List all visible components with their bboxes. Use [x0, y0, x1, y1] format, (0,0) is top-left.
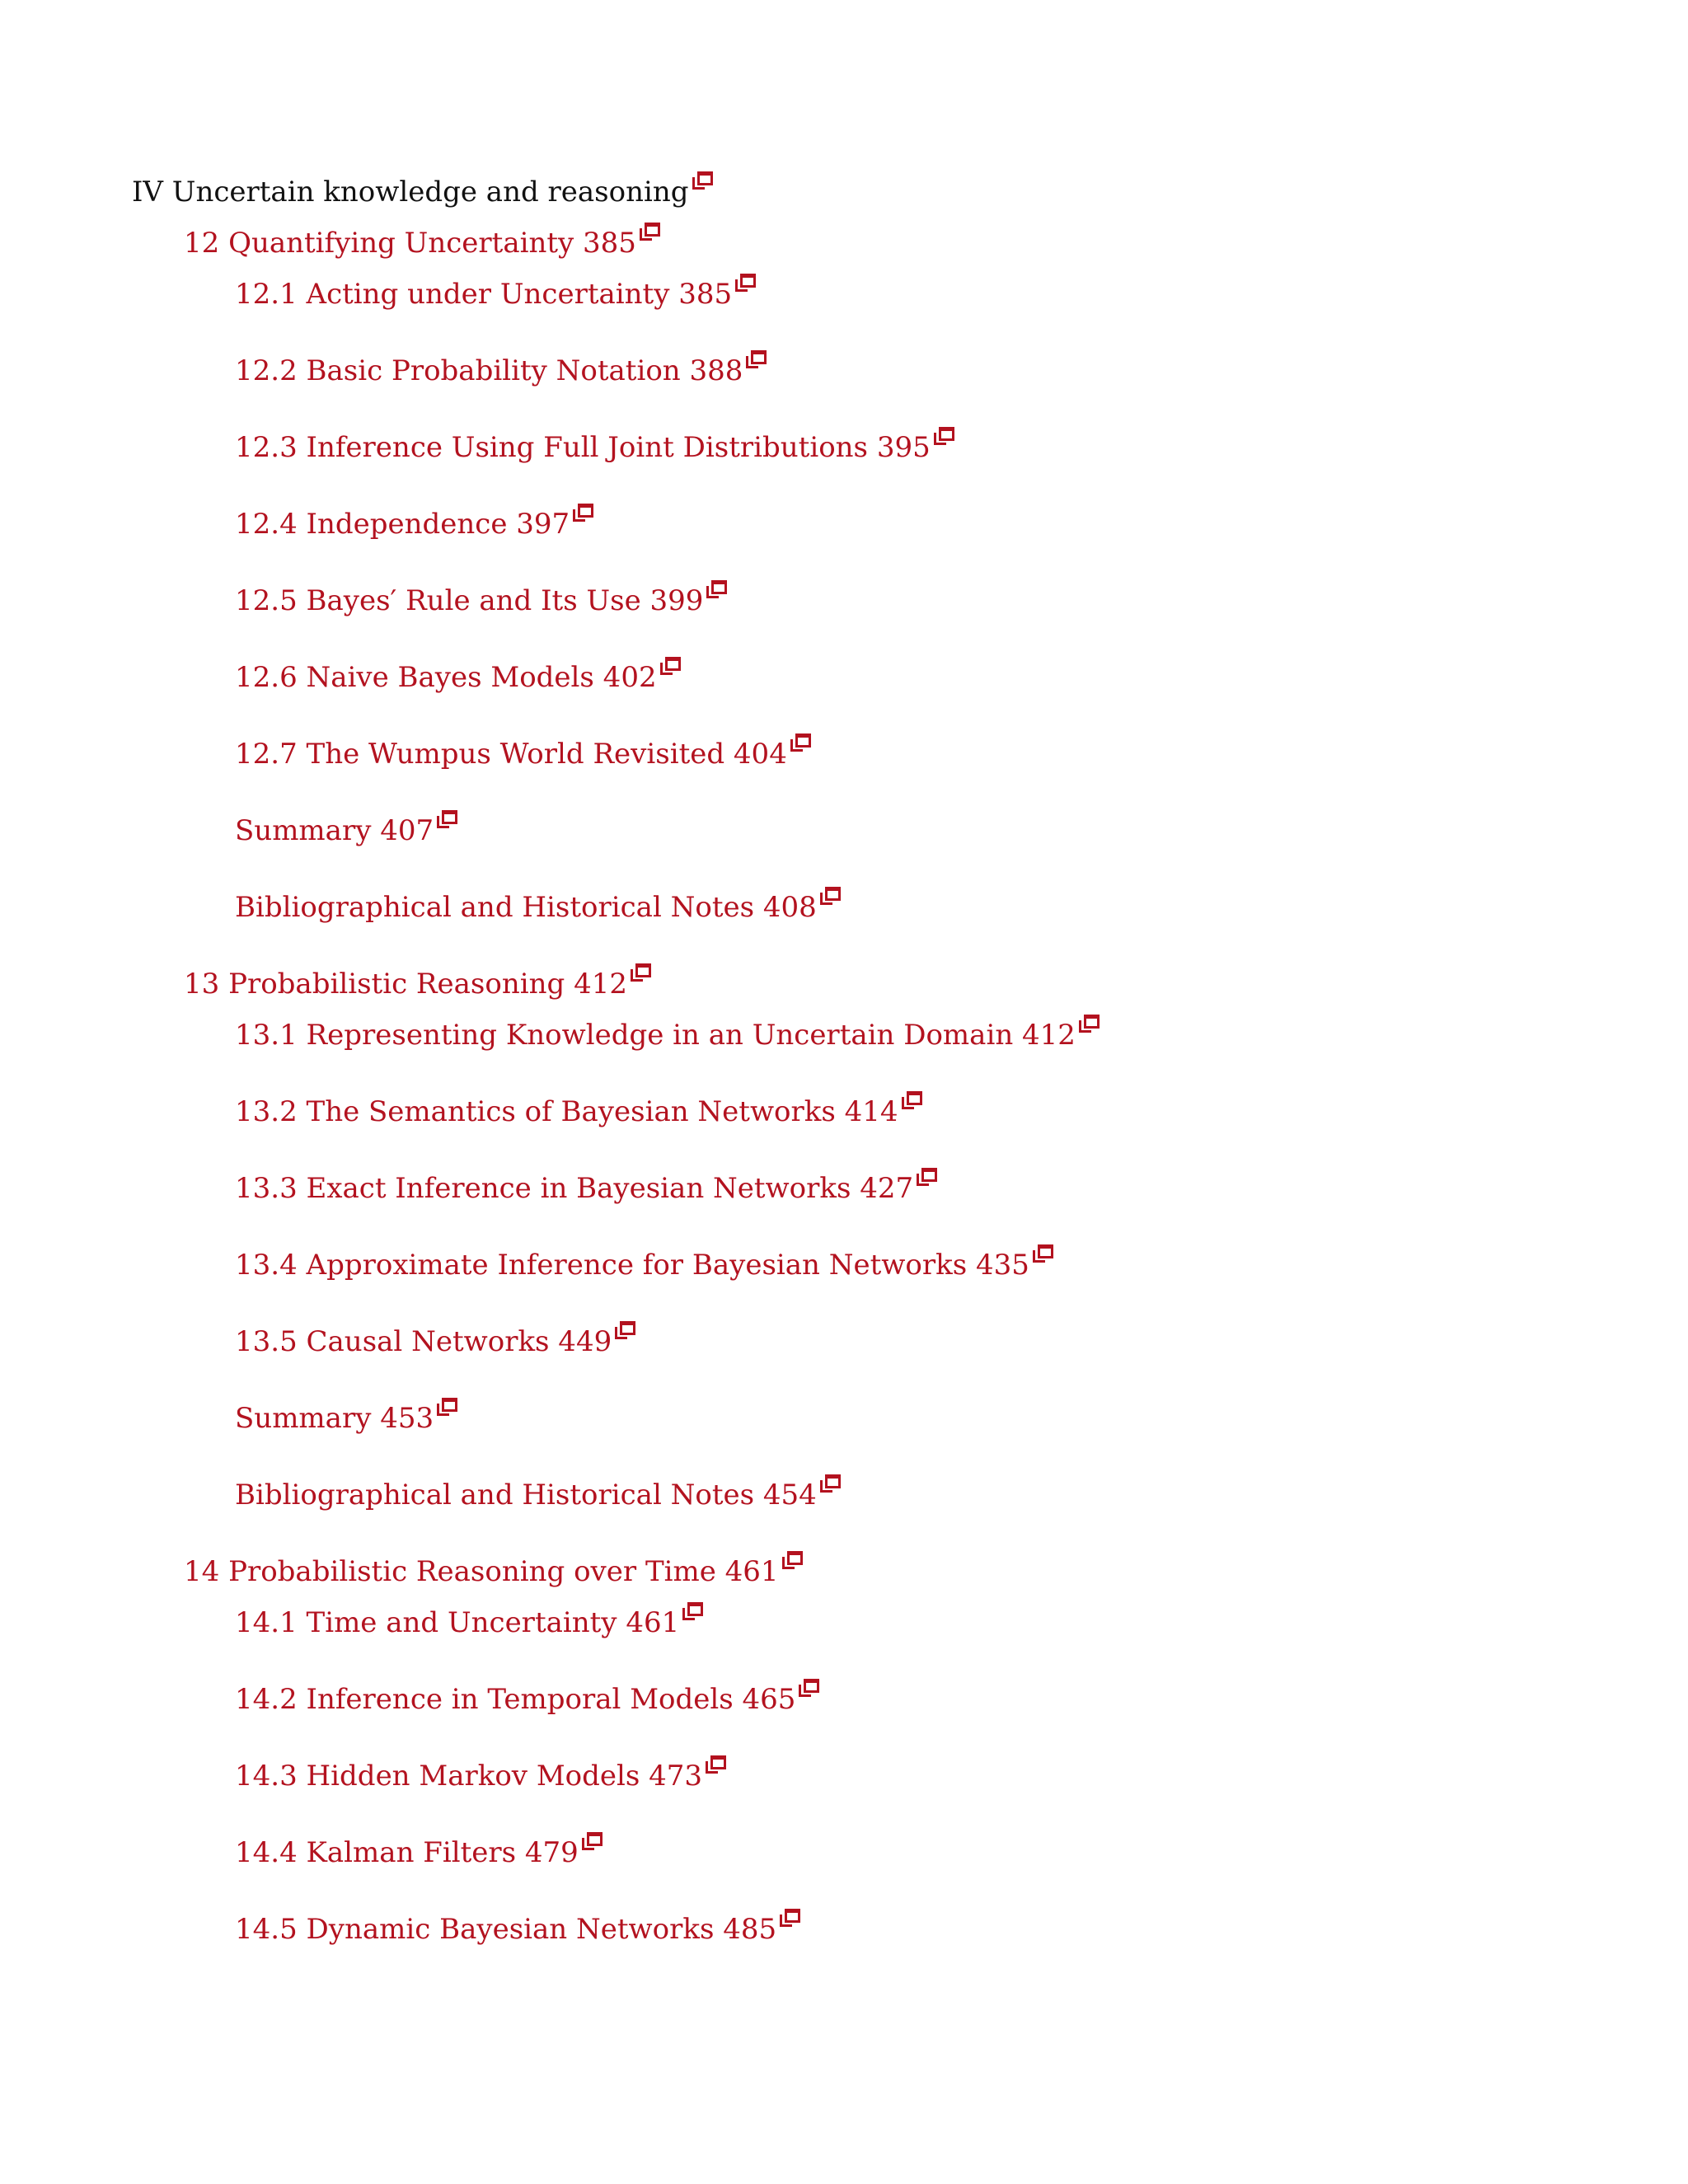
toc-section-14-1[interactable]	[235, 1602, 704, 1639]
toc-chapter-label: 12 Quantifying Uncertainty 385	[184, 227, 636, 260]
toc-section-12-2[interactable]	[235, 350, 767, 387]
external-link-icon[interactable]	[437, 810, 458, 832]
toc-section-label: 13.4 Approximate Inference for Bayesian Networks 435	[235, 1249, 1029, 1282]
toc-section-label: 14.5 Dynamic Bayesian Networks 485	[235, 1913, 777, 1946]
external-link-icon[interactable]	[640, 223, 661, 244]
toc-section-label: 12.4 Independence 397	[235, 508, 570, 541]
external-link-icon[interactable]	[582, 1832, 603, 1854]
toc-section-12-notes[interactable]	[235, 887, 842, 924]
toc-section-14-3[interactable]	[235, 1755, 727, 1793]
toc-section-label: 12.5 Bayes′ Rule and Its Use 399	[235, 584, 704, 617]
toc-section-label: Bibliographical and Historical Notes 454	[235, 1479, 817, 1511]
external-link-icon[interactable]	[917, 1168, 938, 1189]
toc-section-label: 12.6 Naive Bayes Models 402	[235, 661, 657, 694]
external-link-icon[interactable]	[615, 1321, 636, 1343]
external-link-icon[interactable]	[934, 427, 955, 448]
external-link-icon[interactable]	[902, 1091, 923, 1113]
toc-section-12-3[interactable]	[235, 427, 955, 464]
toc-section-13-1[interactable]	[235, 1015, 1100, 1052]
toc-section-label: 14.3 Hidden Markov Models 473	[235, 1760, 703, 1793]
toc-chapter-12[interactable]	[184, 223, 661, 260]
external-link-icon[interactable]	[631, 963, 652, 985]
toc-chapter-14[interactable]	[184, 1551, 804, 1588]
toc-chapter-label: 14 Probabilistic Reasoning over Time 461	[184, 1555, 779, 1588]
external-link-icon[interactable]	[735, 274, 757, 295]
toc-section-label: Bibliographical and Historical Notes 408	[235, 891, 817, 924]
toc-section-label: 12.1 Acting under Uncertainty 385	[235, 278, 733, 311]
toc-section-label: Summary 407	[235, 814, 434, 847]
toc-section-label: 12.3 Inference Using Full Joint Distributions 395	[235, 431, 931, 464]
toc-section-label: 14.2 Inference in Temporal Models 465	[235, 1683, 796, 1716]
toc-section-label: 14.4 Kalman Filters 479	[235, 1836, 579, 1869]
toc-section-13-3[interactable]	[235, 1168, 938, 1205]
toc-section-13-4[interactable]	[235, 1244, 1054, 1282]
toc-section-12-7[interactable]	[235, 733, 812, 771]
toc-part-iv[interactable]	[132, 171, 714, 209]
toc-section-12-4[interactable]	[235, 504, 594, 541]
toc-section-label: 14.1 Time and Uncertainty 461	[235, 1606, 680, 1639]
toc-section-label: 13.1 Representing Knowledge in an Uncertain Domain 412	[235, 1019, 1076, 1052]
external-link-icon[interactable]	[706, 1755, 727, 1777]
toc-section-13-summary[interactable]	[235, 1398, 458, 1435]
external-link-icon[interactable]	[782, 1551, 804, 1572]
external-link-icon[interactable]	[780, 1909, 801, 1930]
toc-section-label: 13.2 The Semantics of Bayesian Networks 414	[235, 1095, 898, 1128]
toc-section-13-notes[interactable]	[235, 1474, 842, 1511]
external-link-icon[interactable]	[799, 1679, 820, 1700]
toc-section-14-4[interactable]	[235, 1832, 603, 1869]
external-link-icon[interactable]	[746, 350, 767, 372]
toc-section-label: 12.7 The Wumpus World Revisited 404	[235, 738, 787, 771]
external-link-icon[interactable]	[573, 504, 594, 525]
external-link-icon[interactable]	[692, 171, 714, 193]
toc-section-12-6[interactable]	[235, 657, 682, 694]
external-link-icon[interactable]	[660, 657, 682, 678]
external-link-icon[interactable]	[1033, 1244, 1054, 1266]
toc-section-label: 12.2 Basic Probability Notation 388	[235, 354, 743, 387]
toc-section-label: 13.5 Causal Networks 449	[235, 1325, 612, 1358]
toc-section-12-5[interactable]	[235, 580, 728, 617]
external-link-icon[interactable]	[706, 580, 728, 602]
external-link-icon[interactable]	[820, 1474, 842, 1496]
toc-part-label: IV Uncertain knowledge and reasoning	[132, 176, 689, 209]
toc-section-12-1[interactable]	[235, 274, 757, 311]
external-link-icon[interactable]	[437, 1398, 458, 1419]
external-link-icon[interactable]	[1079, 1015, 1100, 1036]
toc-section-14-2[interactable]	[235, 1679, 820, 1716]
toc-section-13-2[interactable]	[235, 1091, 923, 1128]
toc-section-label: Summary 453	[235, 1402, 434, 1435]
external-link-icon[interactable]	[790, 733, 812, 755]
toc-section-13-5[interactable]	[235, 1321, 636, 1358]
toc-section-label: 13.3 Exact Inference in Bayesian Networks 427	[235, 1172, 914, 1205]
toc-chapter-13[interactable]	[184, 963, 652, 1001]
external-link-icon[interactable]	[682, 1602, 704, 1624]
toc-section-14-5[interactable]	[235, 1909, 801, 1946]
toc-section-12-summary[interactable]	[235, 810, 458, 847]
external-link-icon[interactable]	[820, 887, 842, 908]
toc-chapter-label: 13 Probabilistic Reasoning 412	[184, 968, 627, 1001]
